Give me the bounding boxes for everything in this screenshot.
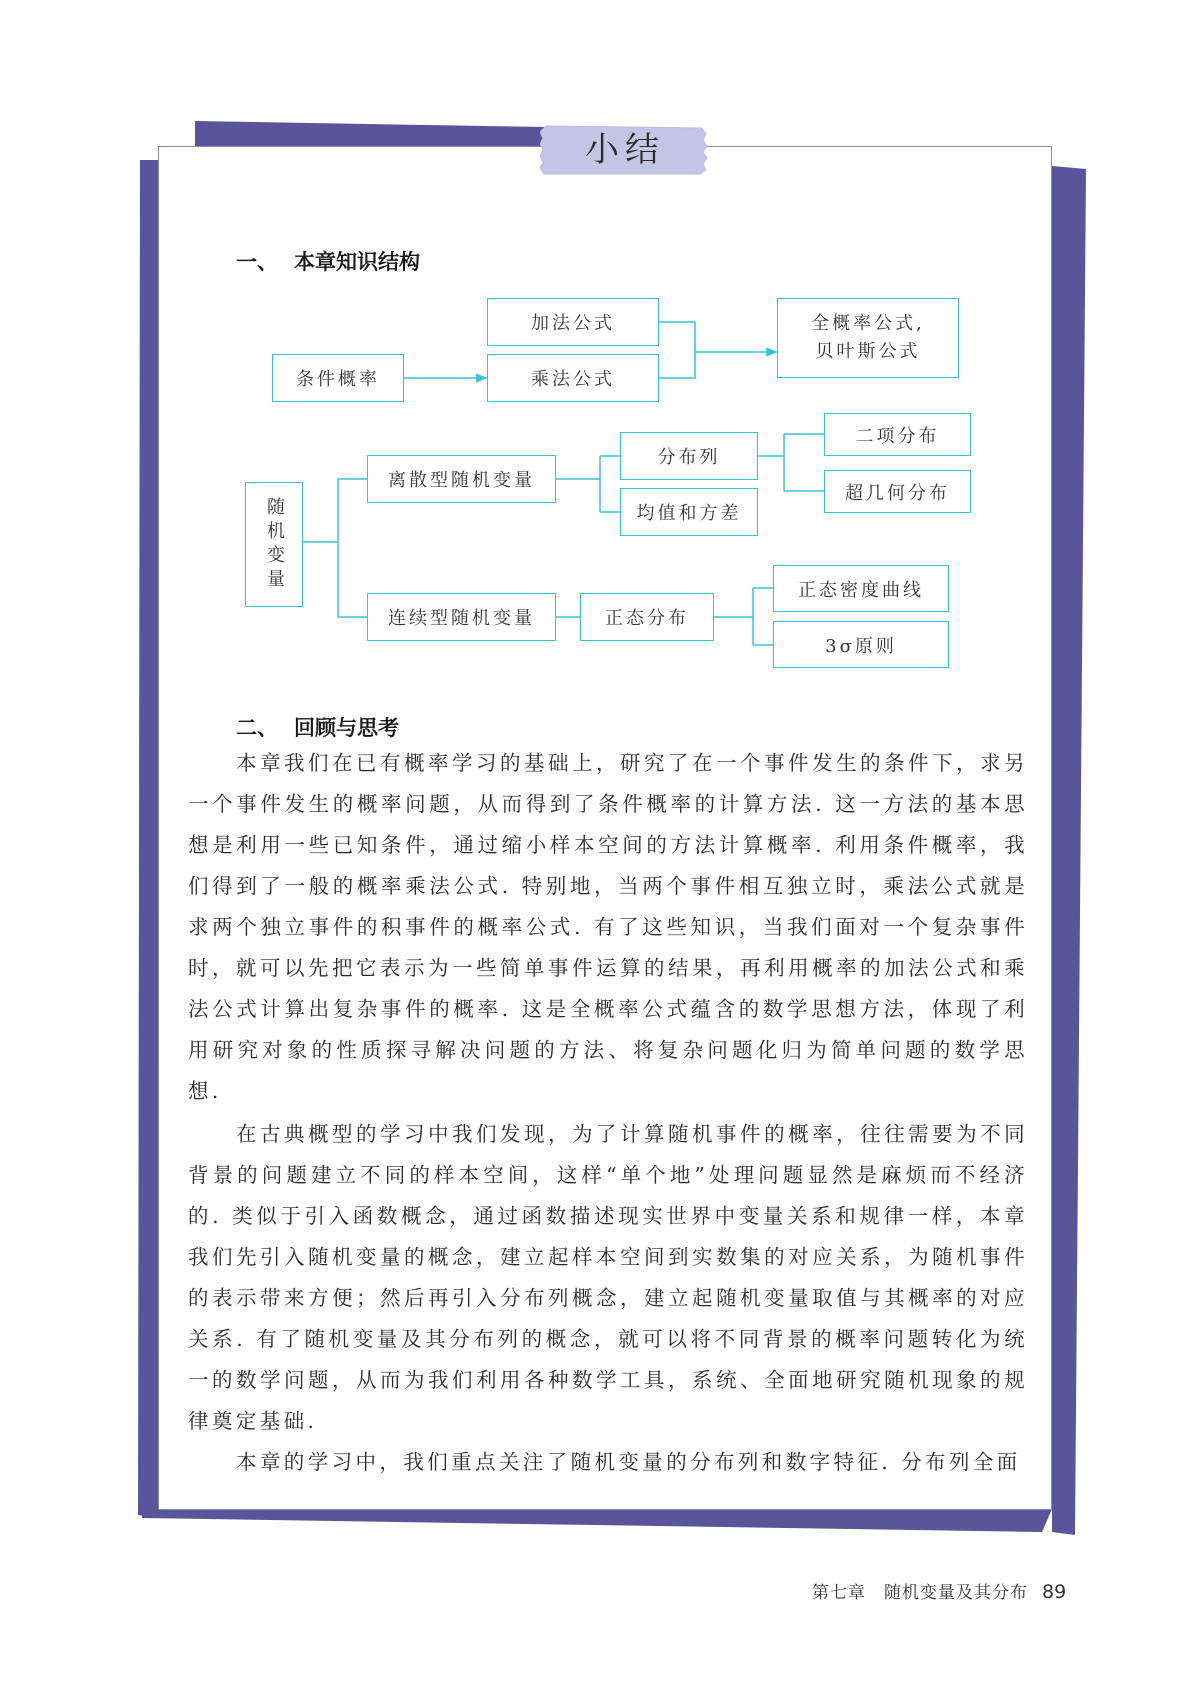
node-random-variable: 随机变量 [245,482,303,607]
node-discrete-rv: 离散型随机变量 [367,455,556,503]
node-conditional-probability: 条件概率 [272,354,404,402]
section-title: 回顾与思考 [294,716,399,740]
node-normal-density-curve: 正态密度曲线 [773,565,949,612]
section-heading-review [236,712,399,742]
node-mean-variance: 均值和方差 [620,488,758,536]
node-hypergeometric: 超几何分布 [824,470,971,513]
section-number: 一、 [236,250,278,274]
node-total-probability [777,298,959,378]
section-title: 本章知识结构 [294,250,420,274]
node-total-probability-line1: 全概率公式, [811,313,925,334]
node-addition-formula: 加法公式 [487,298,659,346]
page-number: 89 [1042,1581,1067,1603]
node-multiplication-formula: 乘法公式 [487,354,659,402]
review-paragraph-2: 在古典概型的学习中我们发现，为了计算随机事件的概率，往往需要为不同背景的问题建立不同的样本空间，这样“单个地”处理问题显然是麻烦而不经济的. 类似于引入函数概念，通过函数描述现实世界中变量关系和规律一样，本章我们先引入随机变量的概念，建立起样本空间到实数集的对应关系，为随机事件的表示带来方便；然后再引入分布列概念，建立起随机变量取值与其概率的对应关系. 有了随机变量及其分布列的概念，就可以将不同背景的概率问题转化为统一的数学问题，从而为我们利用各种数学工具，系统、全面地研究随机现象的规律奠定基础. [188,1122,1028,1433]
section-number: 二、 [236,716,278,740]
node-distribution-list: 分布列 [620,432,758,480]
page-footer [812,1578,1066,1603]
node-total-probability-line2: 贝叶斯公式 [815,341,921,362]
review-paragraph-1: 本章我们在已有概率学习的基础上，研究了在一个事件发生的条件下，求另一个事件发生的概率问题，从而得到了条件概率的计算方法. 这一方法的基本思想是利用一些已知条件，通过缩小样本空间的方法计算概率. 利用条件概率，我们得到了一般的概率乘法公式. 特别地，当两个事件相互独立时，乘法公式就是求两个独立事件的积事件的概率公式. 有了这些知识，当我们面对一个复杂事件时，就可以先把它表示为一些简单事件运算的结果，再利用概率的加法公式和乘法公式计算出复杂事件的概率. 这是全概率公式蕴含的数学思想方法，体现了利用研究对象的性质探寻解决问题的方法、将复杂问题化归为简单问题的数学思想. [188,751,1028,1103]
node-three-sigma: 3σ原则 [773,621,949,668]
node-binomial: 二项分布 [824,413,971,456]
review-paragraph-3: 本章的学习中，我们重点关注了随机变量的分布列和数字特征. 分布列全面 [236,1450,1021,1474]
node-normal-distribution: 正态分布 [580,593,714,641]
footer-chapter: 第七章 随机变量及其分布 [812,1583,1028,1603]
banner-title: 小结 [585,130,665,170]
node-continuous-rv: 连续型随机变量 [367,593,556,641]
